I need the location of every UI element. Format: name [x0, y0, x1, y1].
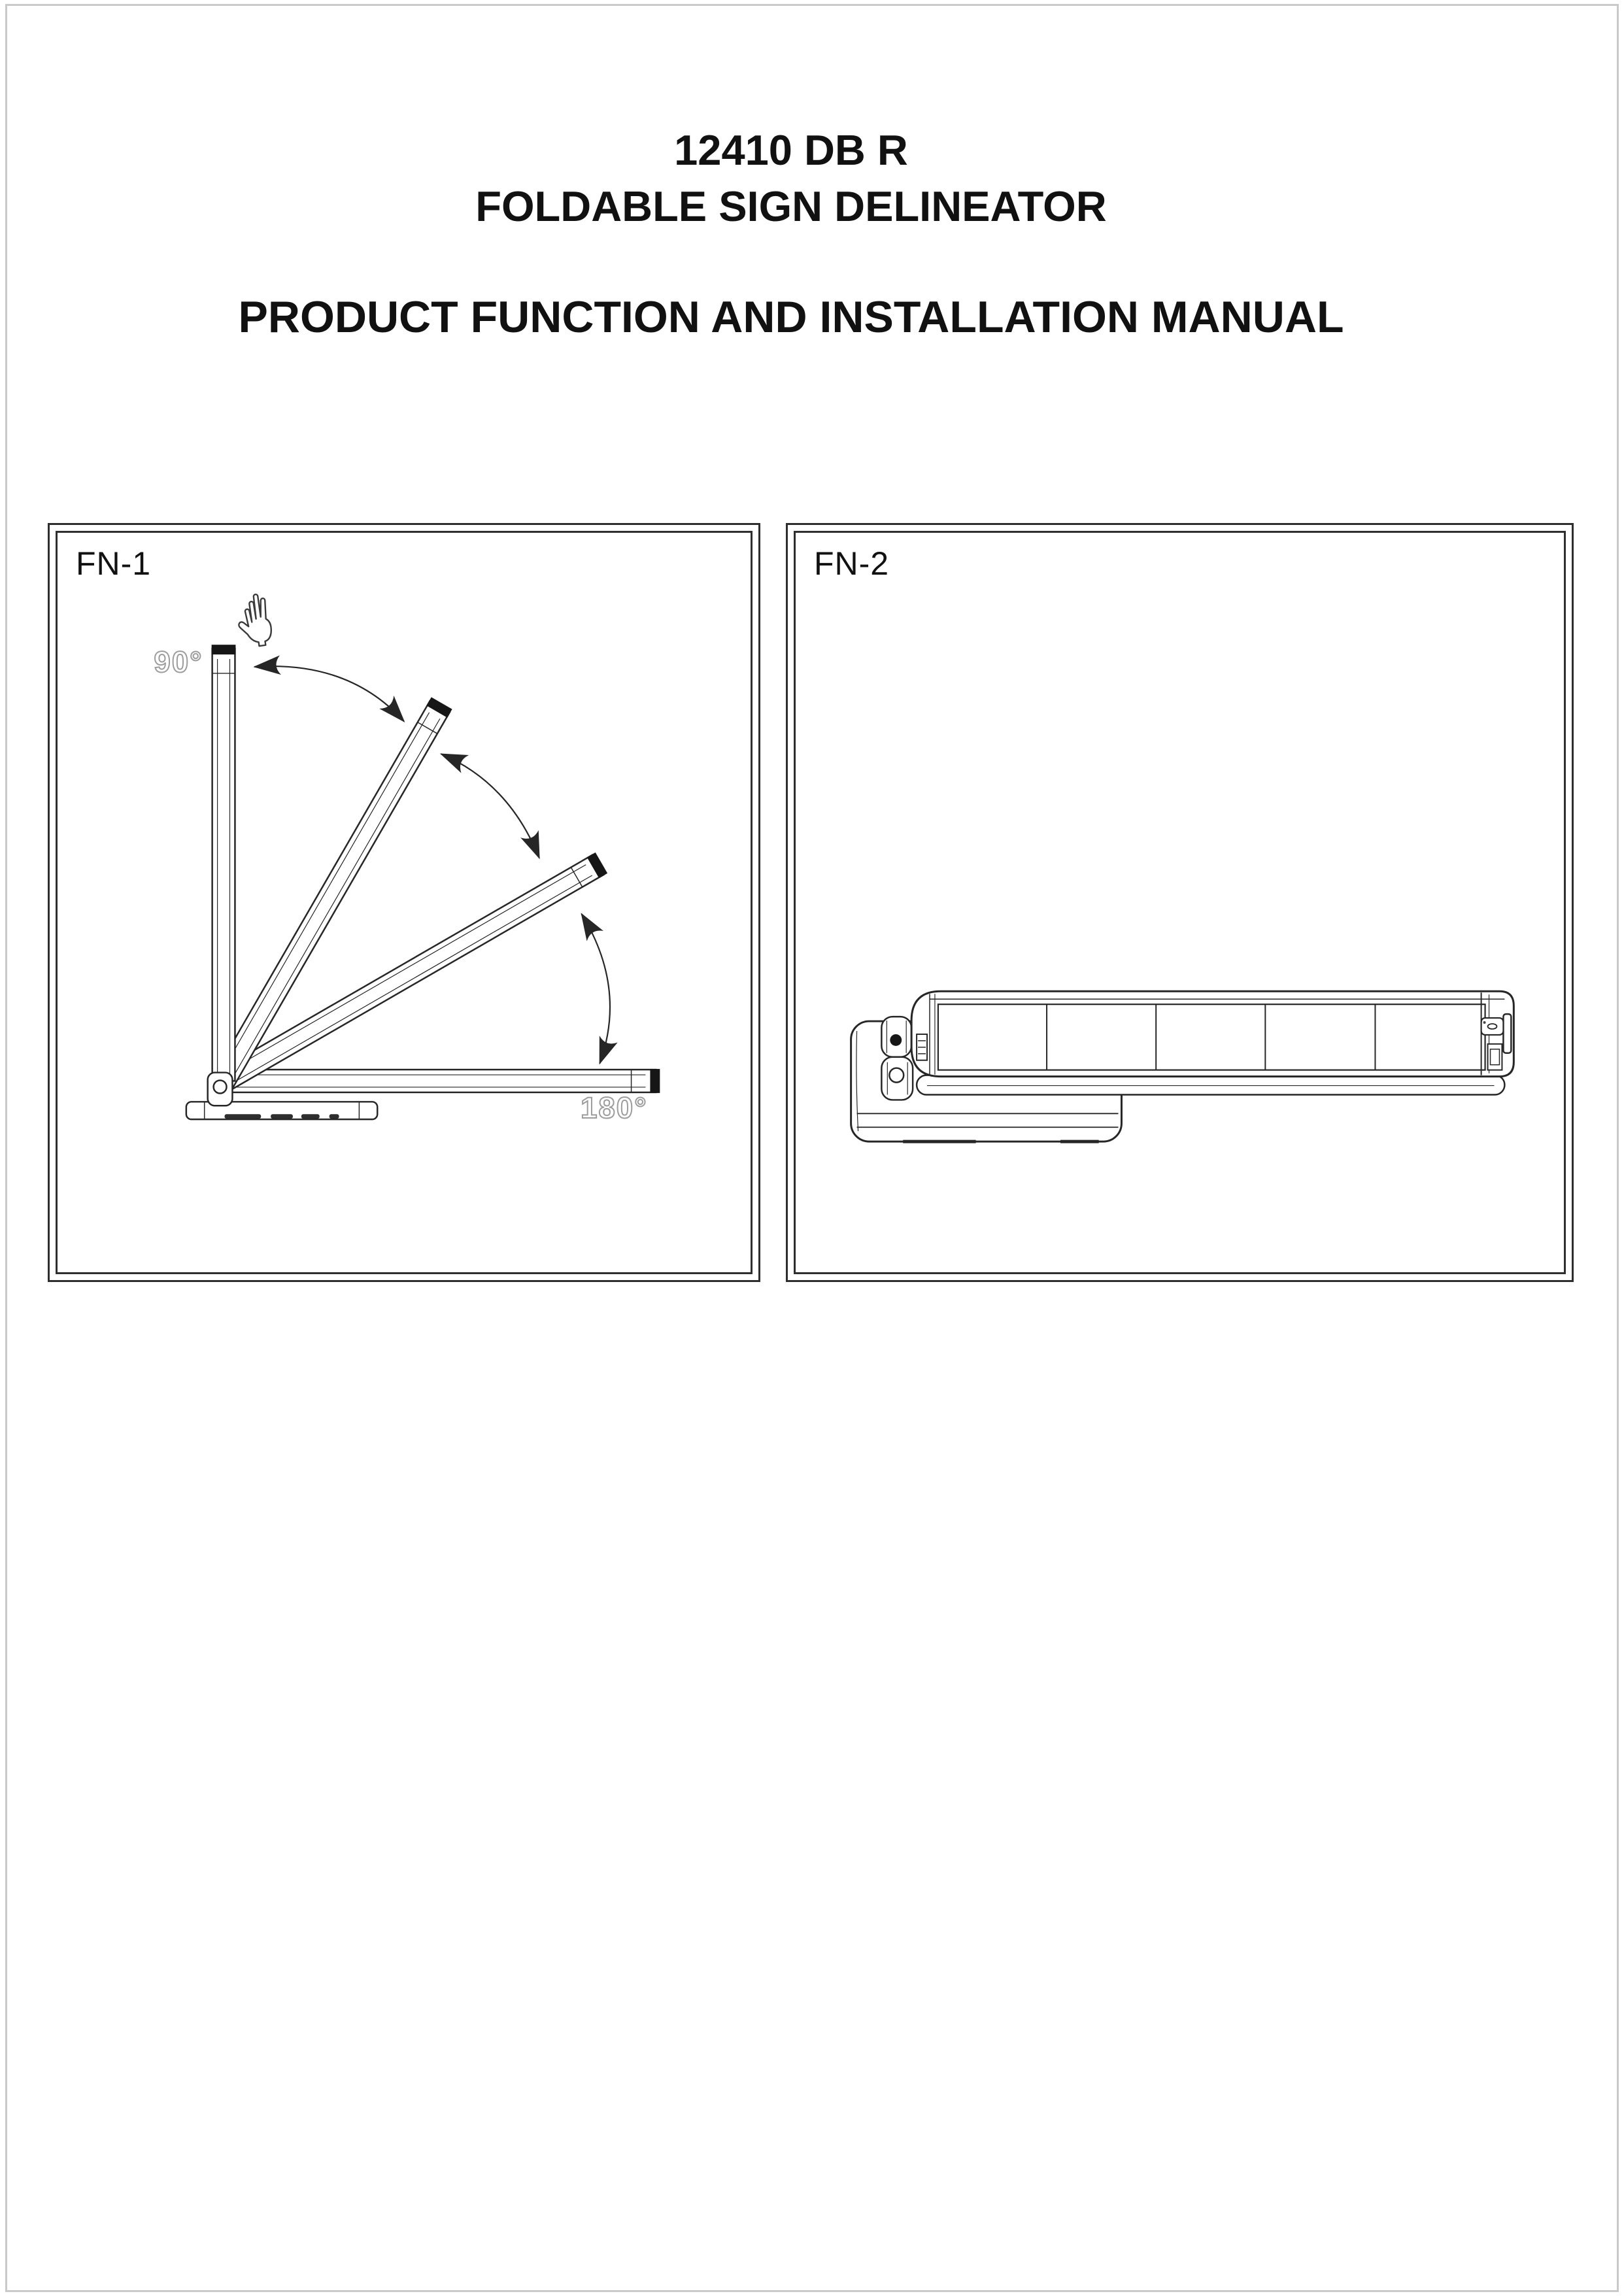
title-model: 12410 DB R: [674, 126, 908, 174]
rotation-arrow-2: [441, 754, 539, 858]
angle-180-label: 180°: [580, 1091, 648, 1125]
figure-fn1: [48, 523, 760, 1282]
fn2-hinge-bracket: [881, 1017, 913, 1100]
hand-icon: [235, 593, 273, 649]
figure-fn2: [786, 523, 1574, 1282]
fn2-folded-bar: [911, 991, 1514, 1094]
title-product: FOLDABLE SIGN DELINEATOR: [475, 182, 1107, 230]
title-subtitle: PRODUCT FUNCTION AND INSTALLATION MANUAL: [238, 292, 1344, 342]
rotation-arrow-1: [254, 666, 404, 721]
fn2-label: FN-2: [814, 545, 890, 582]
fn1-label: FN-1: [76, 545, 152, 582]
fn2-drawing: [788, 525, 1572, 1280]
fn1-hinge: [208, 1073, 233, 1106]
rotation-arrow-3: [581, 914, 610, 1064]
pole-horizontal-180deg: [224, 1069, 660, 1093]
fn2-hinge-latch: [917, 1034, 927, 1060]
fn1-drawing: [50, 525, 758, 1280]
pole-vertical-90deg: [212, 645, 236, 1081]
fn2-panel-strip: [938, 1004, 1485, 1070]
angle-90-label: 90°: [154, 645, 203, 679]
